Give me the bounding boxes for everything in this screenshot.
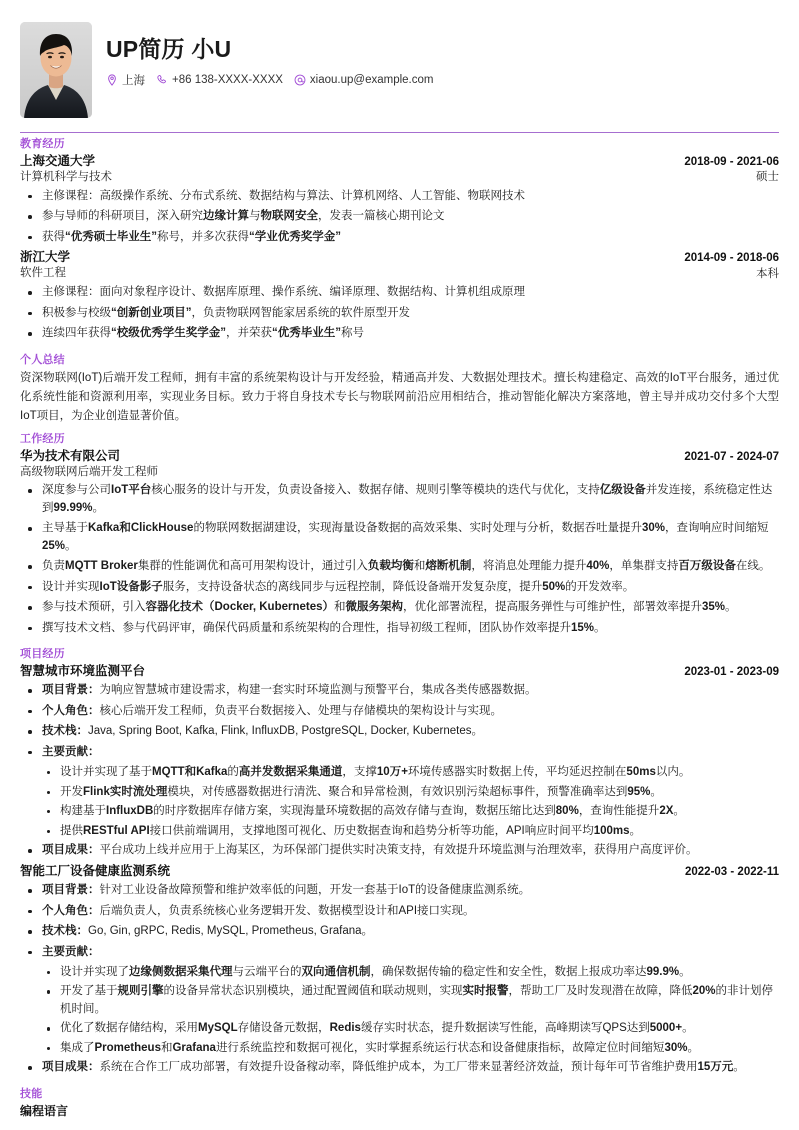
project-name: 智慧城市环境监测平台 (20, 663, 146, 678)
section-title-skills: 技能 (20, 1087, 43, 1100)
school-name: 浙江大学 (20, 250, 71, 265)
bullet-list (20, 682, 779, 859)
education-entry (20, 249, 779, 342)
project-entry (20, 863, 779, 1077)
phone-icon (156, 74, 168, 86)
contact-phone-text: +86 138-XXXX-XXXX (172, 74, 283, 87)
section-divider (20, 132, 779, 133)
list-item: 设计并实现IoT设备影子服务，支持设备状态的离线同步与远程控制，降低设备端开发复杂度，提升50%的开发效率。 (20, 579, 779, 596)
list-item: 获得“优秀硕士毕业生”称号，并多次获得“学业优秀奖学金” (20, 229, 779, 246)
contact-list (106, 72, 433, 88)
degree: 硕士 (756, 171, 779, 184)
list-item: 个人角色：核心后端开发工程师，负责平台数据接入、处理与存储模块的架构设计与实现。 (20, 703, 779, 720)
list-item: 参与技术预研，引入容器化技术（Docker, Kubernetes）和微服务架构，优化部署流程，提高服务弹性与可维护性，部署效率提升35%。 (20, 599, 779, 616)
project-name: 智能工厂设备健康监测系统 (20, 863, 171, 878)
work-entry (20, 448, 779, 637)
section-title-education: 教育经历 (20, 138, 65, 150)
skill-subheading: 编程语言 (20, 1103, 69, 1118)
date-range: 2022-03 - 2022-11 (685, 865, 779, 878)
education-entries (20, 153, 779, 343)
header-text (106, 22, 433, 88)
bullet-list (20, 284, 779, 342)
bullet-list (20, 188, 779, 246)
page-title: UP简历 小U (106, 36, 232, 62)
list-item: 连续四年获得“校级优秀学生奖学金”，并荣获“优秀毕业生”称号 (20, 325, 779, 342)
contact-email-text: xiaou.up@example.com (309, 74, 434, 87)
bullet-list (20, 882, 779, 1077)
location-icon (106, 74, 118, 86)
list-item: 主修课程：高级操作系统、分布式系统、数据结构与算法、计算机网络、人工智能、物联网技术 (20, 188, 779, 205)
sub-list-item: 集成了Prometheus和Grafana进行系统监控和数据可视化，实时掌握系统运行状态和设备健康指标，故障定位时间缩短30%。 (20, 1040, 779, 1057)
list-item: 负责MQTT Broker集群的性能调优和高可用架构设计，通过引入负载均衡和熔断机制，将消息处理能力提升40%，单集群支持百万级设备在线。 (20, 558, 779, 575)
major: 计算机科学与技术 (20, 170, 112, 183)
date-range: 2018-09 - 2021-06 (684, 155, 779, 168)
job-title: 高级物联网后端开发工程师 (20, 465, 158, 478)
sub-list-item: 设计并实现了基于MQTT和Kafka的高并发数据采集通道，支撑10万+环境传感器实时数据上传，平均延迟控制在50ms以内。 (20, 764, 779, 781)
bullet-list (20, 482, 779, 637)
date-range: 2023-01 - 2023-09 (684, 665, 779, 678)
sub-list-item: 设计并实现了边缘侧数据采集代理与云端平台的双向通信机制，确保数据传输的稳定性和安全性，数据上报成功率达99.9%。 (20, 964, 779, 981)
resume-header (20, 22, 779, 122)
list-item: 深度参与公司IoT平台核心服务的设计与开发，负责设备接入、数据存储、规则引擎等模块的迭代与优化，支持亿级设备并发连接，系统稳定性达到99.99%。 (20, 482, 779, 517)
project-entry (20, 663, 779, 860)
sub-bullet-list (20, 964, 779, 1057)
sub-list-item: 开发Flink实时流处理模块，对传感器数据进行清洗、聚合和异常检测，有效识别污染超标事件，预警准确率达到95%。 (20, 784, 779, 801)
list-item: 个人角色：后端负责人，负责系统核心业务逻辑开发、数据模型设计和API接口实现。 (20, 903, 779, 920)
list-item: 项目背景：针对工业设备故障预警和维护效率低的问题，开发一套基于IoT的设备健康监测系统。 (20, 882, 779, 899)
degree: 本科 (756, 267, 779, 280)
contact-email (294, 74, 434, 86)
contact-phone (156, 74, 283, 86)
contact-location-text: 上海 (122, 75, 145, 88)
summary-text: 资深物联网(IoT)后端开发工程师，拥有丰富的系统架构设计与开发经验，精通高并发、大数据处理技术。擅长构建稳定、高效的IoT平台服务，通过优化系统性能和资源利用率，实现业务目标。致力于将自身技术专长与物联网前沿应用相结合，推动智能化解决方案落地，曾主导并成功交付多个大型IoT项目，为企业创造显著价值。 (20, 372, 779, 422)
list-item: 主要贡献： (20, 944, 779, 961)
list-item: 积极参与校级“创新创业项目”，负责物联网智能家居系统的软件原型开发 (20, 305, 779, 322)
education-entry (20, 153, 779, 246)
list-item: 项目背景：为响应智慧城市建设需求，构建一套实时环境监测与预警平台，集成各类传感器数据。 (20, 682, 779, 699)
spacer (20, 425, 779, 433)
list-item: 参与导师的科研项目，深入研究边缘计算与物联网安全，发表一篇核心期刊论文 (20, 208, 779, 225)
date-range: 2021-07 - 2024-07 (684, 451, 779, 463)
list-item: 技术栈：Go, Gin, gRPC, Redis, MySQL, Prometheus, Grafana。 (20, 923, 779, 940)
spacer (20, 640, 779, 648)
list-item: 技术栈：Java, Spring Boot, Kafka, Flink, InfluxDB, PostgreSQL, Docker, Kubernetes。 (20, 723, 779, 740)
list-item: 撰写技术文档、参与代码评审，确保代码质量和系统架构的合理性，指导初级工程师，团队协作效率提升15%。 (20, 620, 779, 637)
list-item: 项目成果：平台成功上线并应用于上海某区，为环保部门提供实时决策支持，有效提升环境监测与治理效率，获得用户高度评价。 (20, 842, 779, 859)
contact-location (106, 72, 145, 88)
sub-list-item: 构建基于InfluxDB的时序数据库存储方案，实现海量环境数据的高效存储与查询，数据压缩比达到80%，查询性能提升2X。 (20, 803, 779, 820)
spacer (20, 1080, 779, 1088)
section-title-work: 工作经历 (20, 433, 65, 446)
sub-list-item: 开发了基于规则引擎的设备异常状态识别模块，通过配置阈值和联动规则，实现实时报警，帮助工厂及时发现潜在故障，降低20%的非计划停机时间。 (20, 983, 779, 1018)
list-item: 主导基于Kafka和ClickHouse的物联网数据湖建设，实现海量设备数据的高效采集、实时处理与分析，数据吞吐量提升30%，查询响应时间缩短25%。 (20, 520, 779, 555)
school-name: 上海交通大学 (20, 153, 96, 168)
date-range: 2014-09 - 2018-06 (684, 252, 779, 265)
spacer (20, 346, 779, 354)
portrait-photo-icon (20, 22, 92, 118)
list-item: 主要贡献： (20, 744, 779, 761)
company-name: 华为技术有限公司 (20, 449, 121, 463)
major: 软件工程 (20, 267, 66, 280)
list-item: 项目成果：系统在合作工厂成功部署，有效提升设备稼动率，降低维护成本，为工厂带来显著经济效益，预计每年可节省维护费用15万元。 (20, 1059, 779, 1076)
sub-list-item: 优化了数据存储结构，采用MySQL存储设备元数据，Redis缓存实时状态，提升数据读写性能，高峰期读写QPS达到5000+。 (20, 1020, 779, 1037)
avatar (20, 22, 92, 118)
sub-bullet-list (20, 764, 779, 840)
list-item: 主修课程：面向对象程序设计、数据库原理、操作系统、编译原理、数据结构、计算机组成原理 (20, 284, 779, 301)
sub-list-item: 提供RESTful API接口供前端调用，支撑地图可视化、历史数据查询和趋势分析等功能，API响应时间平均100ms。 (20, 823, 779, 840)
email-icon (294, 74, 306, 86)
section-title-summary: 个人总结 (20, 353, 65, 366)
section-title-projects: 项目经历 (20, 648, 65, 661)
